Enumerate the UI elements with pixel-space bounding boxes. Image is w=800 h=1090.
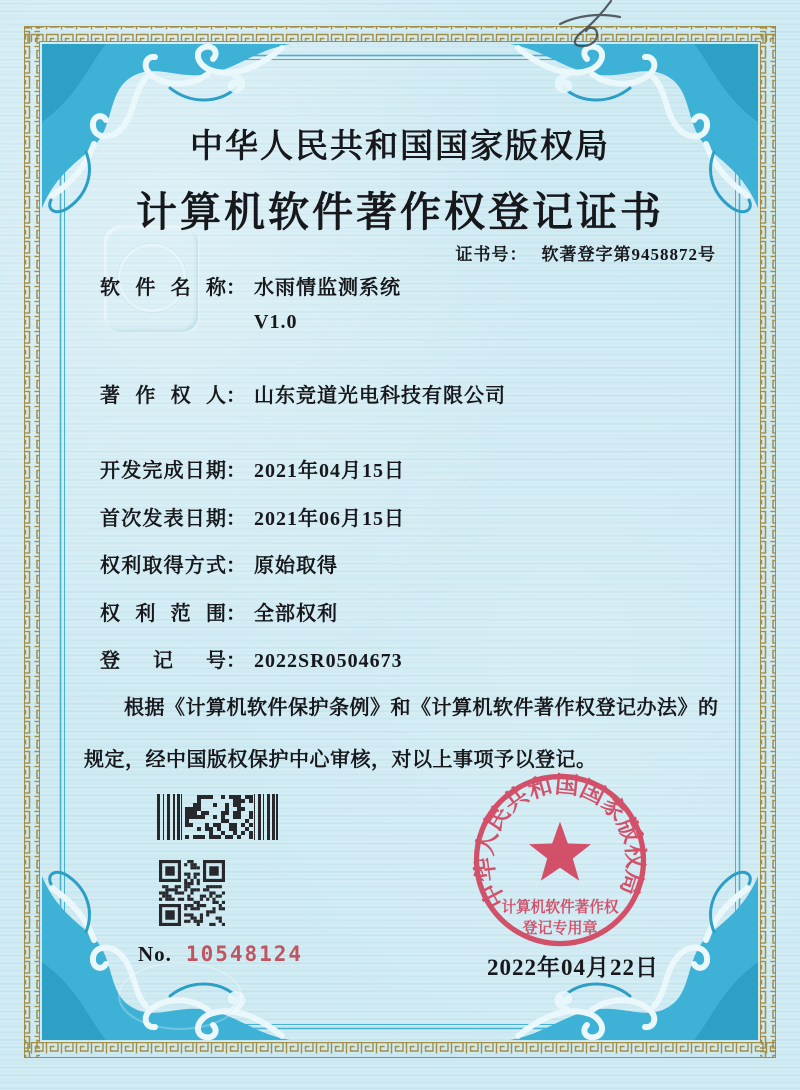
field-value: 2021年06月15日 [254,508,405,530]
field-label: 权利取得方式 [100,555,226,577]
official-seal [464,766,656,958]
field-label: 首次发表日期 [100,508,226,530]
registration-statement: 根据《计算机软件保护条例》和《计算机软件著作权登记办法》的规定，经中国版权保护中心审核，对以上事项予以登记。 [84,697,719,771]
seal-subtitle-2: 登记专用章 [522,920,600,938]
gold-meander-bottom [24,1042,776,1058]
seal-ring-text: 中华人民共和国国家版权局 [471,772,648,912]
issuing-authority: 中华人民共和国国家版权局 [190,129,610,165]
field-value: 全部权利 [254,603,338,625]
barcode [157,794,279,840]
field-value: 原始取得 [254,555,338,577]
serial-number-line [138,942,303,967]
field-value: 水雨情监测系统 V1.0 [254,271,401,339]
field-label: 著作权人 [100,385,226,407]
field-label: 登记号 [100,650,226,672]
field-copyright-owner: 著作权人： 山东竞道光电科技有限公司 [100,379,506,413]
field-label: 软件名称 [100,277,226,299]
seal-star-icon [529,822,591,881]
qr-code [159,860,225,926]
certificate-title: 计算机软件著作权登记证书 [136,189,664,235]
field-value: 2021年04月15日 [254,460,405,482]
embossed-arc [118,962,242,1030]
field-value: 山东竞道光电科技有限公司 [254,385,506,407]
field-version: V1.0 [254,311,298,333]
field-registration-number: 登记号： 2022SR0504673 [100,644,403,678]
gold-meander-top [24,26,776,42]
field-dev-complete-date: 开发完成日期： 2021年04月15日 [100,454,405,488]
pen-mark [540,0,650,60]
field-label: 开发完成日期 [100,460,226,482]
serial-label: No. [138,942,172,966]
field-label: 权利范围 [100,603,226,625]
certificate-number-line [456,240,717,265]
field-first-publish-date: 首次发表日期： 2021年06月15日 [100,502,405,536]
field-right-scope: 权利范围： 全部权利 [100,597,338,631]
field-right-acquisition: 权利取得方式： 原始取得 [100,549,338,583]
seal-subtitle-1: 计算机软件著作权 [501,898,625,916]
serial-number: 10548124 [185,942,304,966]
certificate-number-label: 证书号： [455,245,528,264]
field-value: 2022SR0504673 [254,650,403,672]
field-software-name: 软件名称： 水雨情监测系统 V1.0 [100,271,401,339]
certificate-number-value: 软著登字第9458872号 [541,245,716,264]
issue-date: 2022年04月22日 [487,955,659,980]
